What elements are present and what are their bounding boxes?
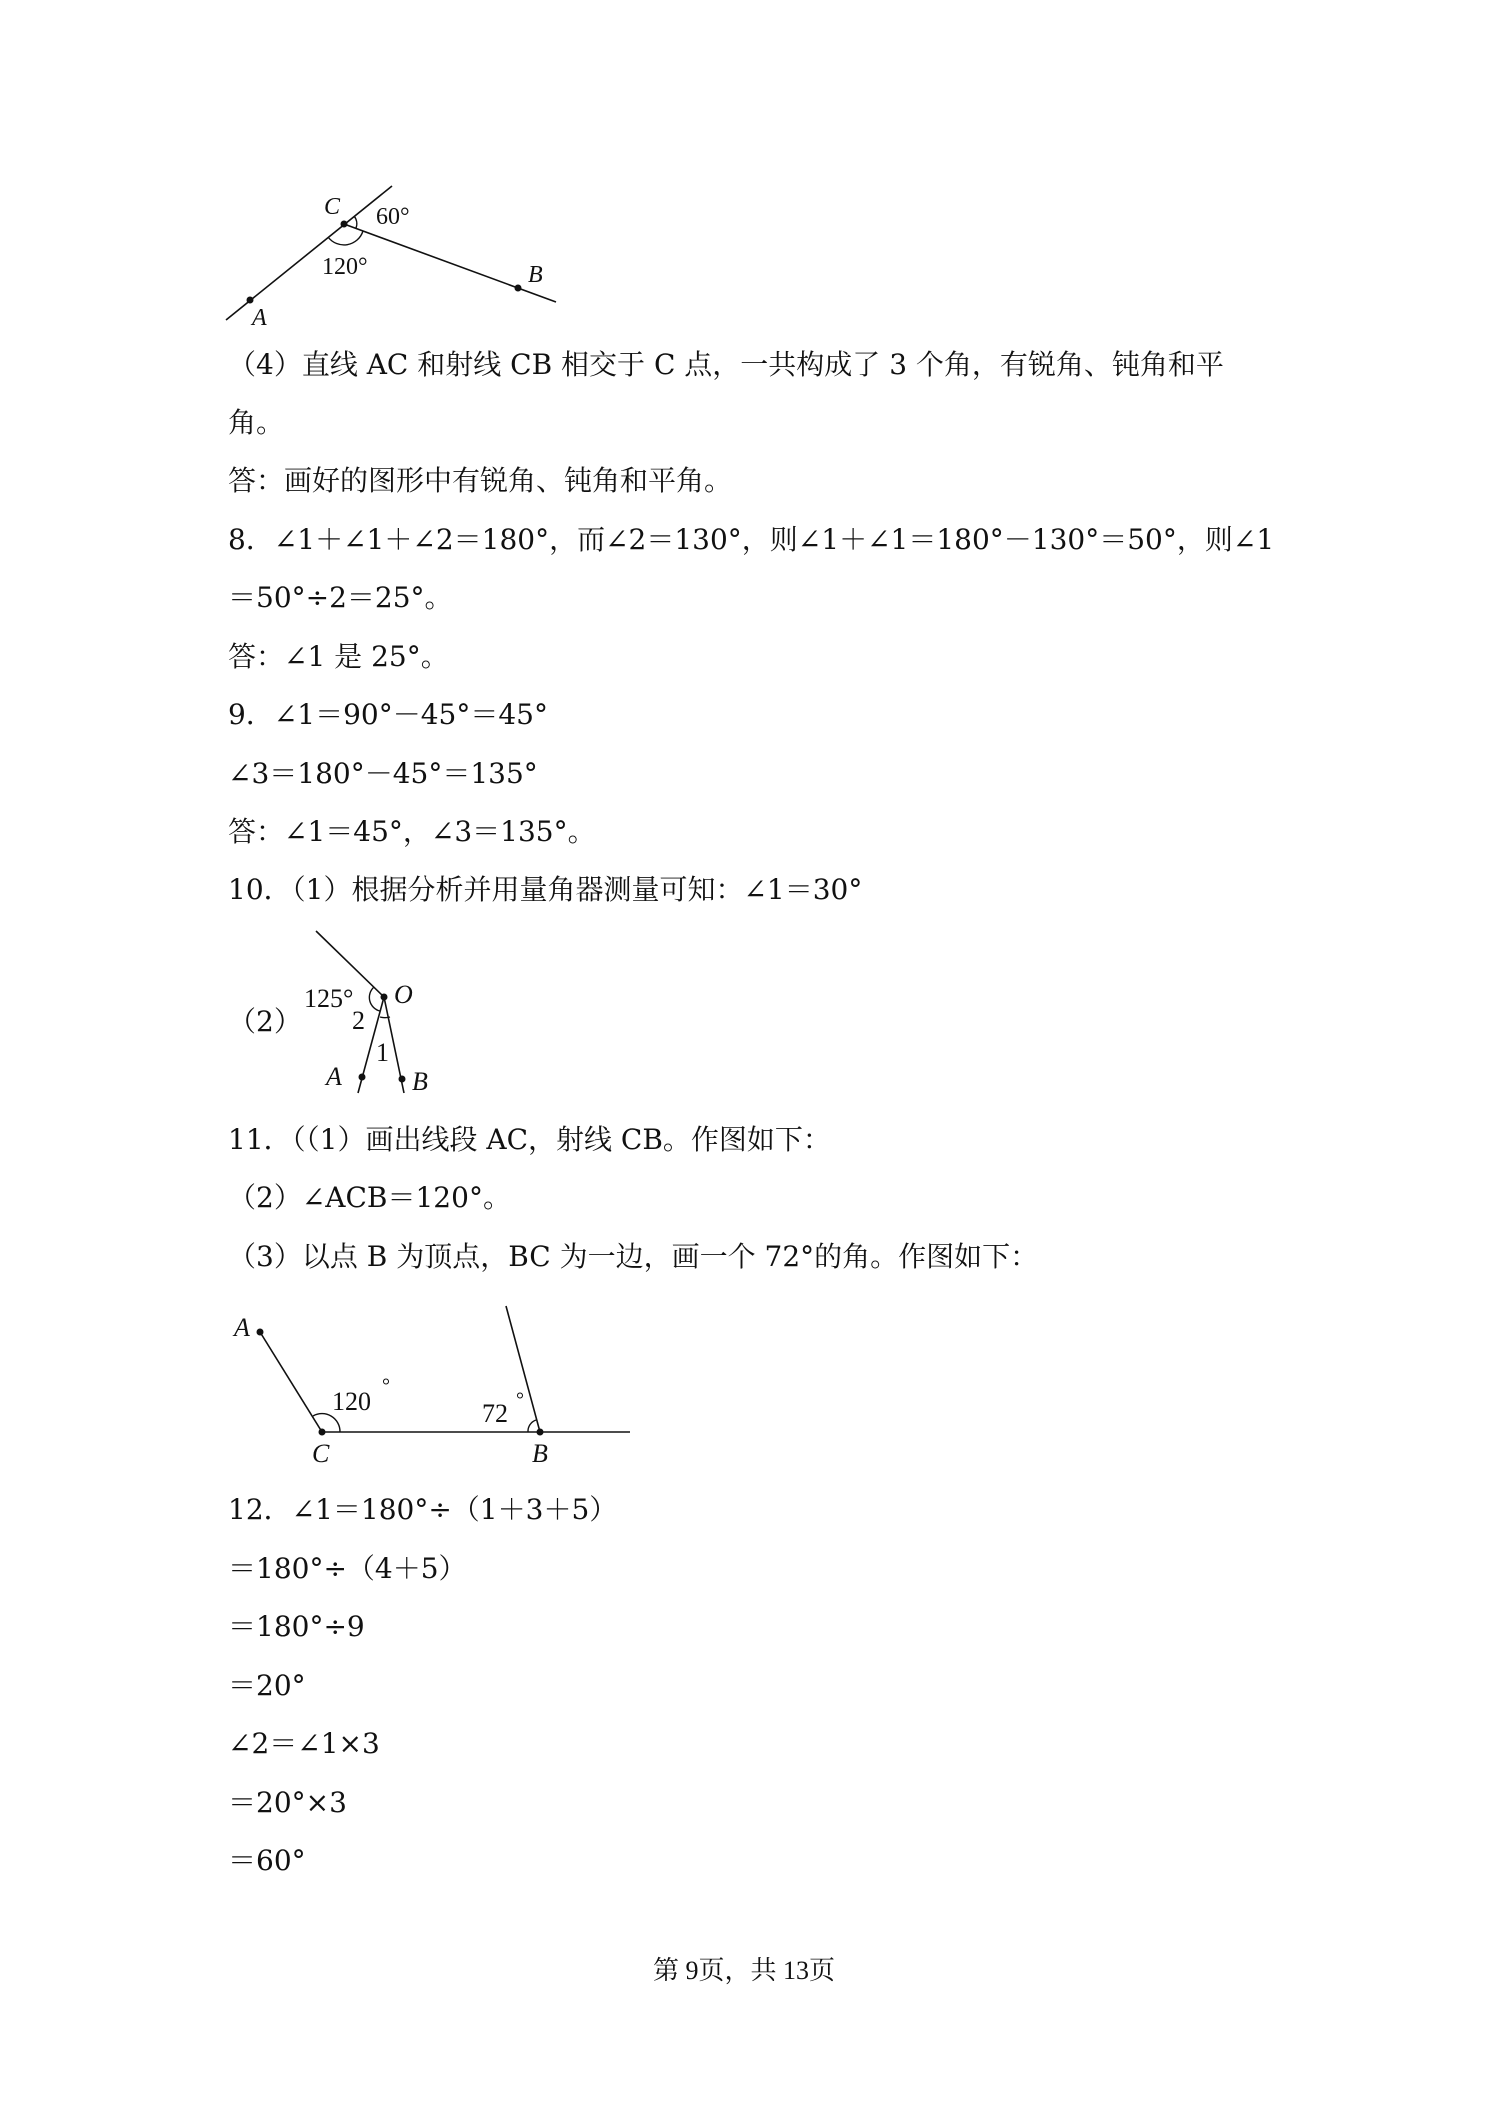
- text-line: 答：画好的图形中有锐角、钝角和平角。: [228, 464, 733, 497]
- angle-2-label: 2: [352, 1006, 365, 1035]
- text-line: ＝50°÷2＝25°。: [228, 581, 453, 614]
- point-c: [319, 1429, 326, 1436]
- arc-60: [354, 216, 357, 228]
- segment-ac: [260, 1332, 322, 1432]
- angle-120-label: 120: [332, 1387, 371, 1416]
- ray-cb: [344, 224, 556, 302]
- text-line: 9．∠1＝90°－45°＝45°: [228, 698, 548, 731]
- point-a: [359, 1074, 366, 1081]
- text-line: ＝20°×3: [228, 1786, 347, 1819]
- label-a: A: [326, 1062, 342, 1091]
- angle-72-deg: °: [516, 1389, 524, 1411]
- page-footer: 第 9页，共 13页: [652, 1956, 835, 1985]
- figure-angles-cb: [220, 1300, 640, 1475]
- figure-angles-o: [300, 925, 470, 1105]
- point-b: [515, 285, 522, 292]
- label-b: B: [532, 1439, 548, 1468]
- text-line: 答：∠1 是 25°。: [228, 640, 449, 673]
- point-c: [341, 221, 348, 228]
- point-o: [381, 994, 388, 1001]
- angle-72-label: 72: [482, 1399, 508, 1428]
- label-a: A: [252, 305, 267, 330]
- point-b: [399, 1076, 406, 1083]
- text-line: ＝180°÷9: [228, 1610, 365, 1643]
- text-line: （2）∠ACB＝120°。: [228, 1181, 511, 1214]
- figure-angle-acb: [220, 180, 580, 330]
- text-line: （3）以点 B 为顶点，BC 为一边，画一个 72°的角。作图如下：: [228, 1240, 1039, 1273]
- angle-60-label: 60°: [376, 204, 410, 230]
- arc-1: [380, 1017, 390, 1018]
- text-line: 11．（（1）画出线段 AC，射线 CB。作图如下：: [228, 1123, 831, 1156]
- ray-b-72: [506, 1306, 540, 1432]
- fig2-prefix: （2）: [228, 1005, 302, 1038]
- text-line: 12．∠1＝180°÷（1＋3＋5）: [228, 1493, 618, 1526]
- text-line: 角。: [228, 406, 285, 439]
- point-a: [257, 1329, 264, 1336]
- label-c: C: [324, 194, 341, 220]
- label-b: B: [412, 1067, 428, 1096]
- label-a: A: [234, 1313, 250, 1342]
- point-a: [247, 297, 254, 304]
- angle-1-label: 1: [376, 1038, 389, 1067]
- text-line: ＝180°÷（4＋5）: [228, 1552, 467, 1585]
- point-b: [537, 1429, 544, 1436]
- label-b: B: [528, 262, 543, 288]
- text-line: （4）直线 AC 和射线 CB 相交于 C 点，一共构成了 3 个角，有锐角、钝角和平: [228, 348, 1224, 381]
- arc-72: [528, 1420, 536, 1432]
- text-line: 答：∠1＝45°，∠3＝135°。: [228, 815, 596, 848]
- angle-120-label: 120°: [322, 254, 368, 280]
- text-line: ∠3＝180°－45°＝135°: [228, 757, 538, 790]
- text-line: ＝20°: [228, 1669, 306, 1702]
- angle-125-label: 125°: [304, 984, 354, 1013]
- text-line: ＝60°: [228, 1844, 306, 1877]
- label-c: C: [312, 1439, 330, 1468]
- angle-120-deg: °: [382, 1375, 390, 1397]
- text-line: ∠2＝∠1×3: [228, 1727, 380, 1760]
- label-o: O: [394, 980, 413, 1009]
- text-line: 8．∠1＋∠1＋∠2＝180°，而∠2＝130°，则∠1＋∠1＝180°－130°＝50°，则∠1: [228, 523, 1275, 556]
- text-line: 10．（1）根据分析并用量角器测量可知：∠1＝30°: [228, 873, 863, 906]
